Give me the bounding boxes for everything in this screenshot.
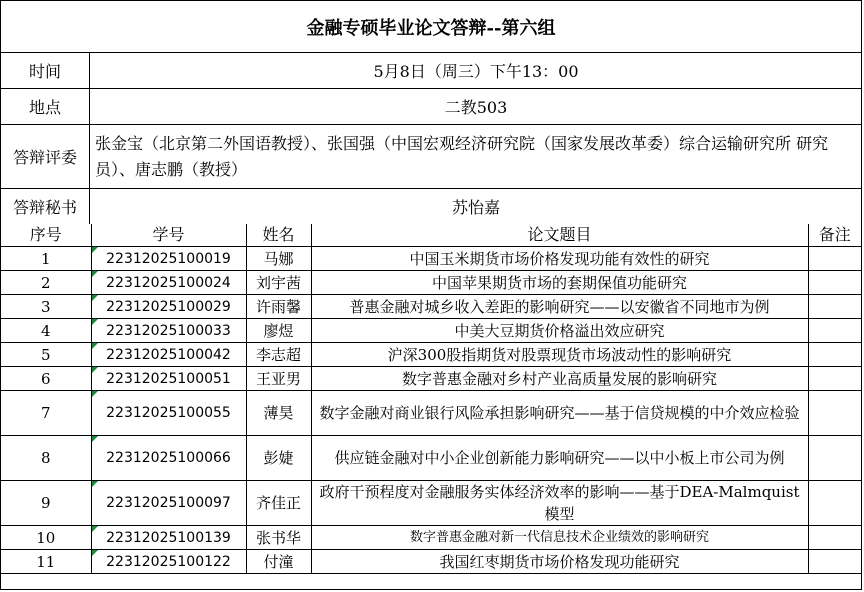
thesis-topic[interactable]: 供应链金融对中小企业创新能力影响研究——以中小板上市公司为例 xyxy=(311,436,808,481)
note[interactable] xyxy=(808,367,861,391)
judges-row xyxy=(1,125,861,189)
note[interactable] xyxy=(808,391,861,436)
note[interactable] xyxy=(808,319,861,343)
student-name[interactable]: 齐佳正 xyxy=(246,481,311,526)
sheet-title: 金融专硕毕业论文答辩--第六组 xyxy=(1,1,861,53)
row-number[interactable]: 8 xyxy=(1,436,91,481)
student-name[interactable]: 许雨馨 xyxy=(246,295,311,319)
table-row xyxy=(1,481,861,526)
row-number[interactable]: 7 xyxy=(1,391,91,436)
students-table xyxy=(1,224,861,574)
place-row xyxy=(1,89,861,125)
note[interactable] xyxy=(808,343,861,367)
student-id[interactable]: 22312025100139 xyxy=(91,526,246,550)
row-number[interactable]: 11 xyxy=(1,550,91,574)
header-topic: 论文题目 xyxy=(311,224,808,247)
table-row xyxy=(1,550,861,574)
student-id[interactable]: 22312025100019 xyxy=(91,247,246,271)
table-row xyxy=(1,436,861,481)
row-number[interactable]: 4 xyxy=(1,319,91,343)
note[interactable] xyxy=(808,295,861,319)
thesis-topic[interactable]: 我国红枣期货市场价格发现功能研究 xyxy=(311,550,808,574)
time-value[interactable]: 5月8日（周三）下午13：00 xyxy=(373,62,579,81)
student-name[interactable]: 彭婕 xyxy=(246,436,311,481)
student-name[interactable]: 薄昊 xyxy=(246,391,311,436)
header-note: 备注 xyxy=(808,224,861,247)
student-name[interactable]: 付潼 xyxy=(246,550,311,574)
table-row xyxy=(1,526,861,550)
student-name[interactable]: 廖煜 xyxy=(246,319,311,343)
student-name[interactable]: 刘宇茜 xyxy=(246,271,311,295)
row-number[interactable]: 1 xyxy=(1,247,91,271)
table-row xyxy=(1,247,861,271)
thesis-topic[interactable]: 中国苹果期货市场的套期保值功能研究 xyxy=(311,271,808,295)
table-row xyxy=(1,367,861,391)
header-student-id: 学号 xyxy=(91,224,246,247)
table-row xyxy=(1,271,861,295)
student-id[interactable]: 22312025100024 xyxy=(91,271,246,295)
note[interactable] xyxy=(808,436,861,481)
student-id[interactable]: 22312025100029 xyxy=(91,295,246,319)
student-id[interactable]: 22312025100055 xyxy=(91,391,246,436)
note[interactable] xyxy=(808,481,861,526)
place-label: 地点 xyxy=(1,89,90,124)
thesis-topic[interactable]: 沪深300股指期货对股票现货市场波动性的影响研究 xyxy=(311,343,808,367)
table-row xyxy=(1,391,861,436)
table-row xyxy=(1,295,861,319)
student-id[interactable]: 22312025100051 xyxy=(91,367,246,391)
student-id[interactable]: 22312025100042 xyxy=(91,343,246,367)
student-id[interactable]: 22312025100097 xyxy=(91,481,246,526)
student-name[interactable]: 张书华 xyxy=(246,526,311,550)
row-number[interactable]: 6 xyxy=(1,367,91,391)
thesis-topic[interactable]: 数字金融对商业银行风险承担影响研究——基于信贷规模的中介效应检验 xyxy=(311,391,808,436)
student-name[interactable]: 李志超 xyxy=(246,343,311,367)
table-row xyxy=(1,343,861,367)
table-row xyxy=(1,319,861,343)
header-no: 序号 xyxy=(1,224,91,247)
row-number[interactable]: 10 xyxy=(1,526,91,550)
student-id[interactable]: 22312025100066 xyxy=(91,436,246,481)
note[interactable] xyxy=(808,526,861,550)
thesis-topic[interactable]: 中美大豆期货价格溢出效应研究 xyxy=(311,319,808,343)
row-number[interactable]: 2 xyxy=(1,271,91,295)
header-name: 姓名 xyxy=(246,224,311,247)
student-name[interactable]: 王亚男 xyxy=(246,367,311,391)
secretary-label: 答辩秘书 xyxy=(1,189,90,224)
thesis-topic[interactable]: 政府干预程度对金融服务实体经济效率的影响——基于DEA-Malmquist模型 xyxy=(311,481,808,526)
student-id[interactable]: 22312025100122 xyxy=(91,550,246,574)
secretary-row xyxy=(1,189,861,224)
thesis-topic[interactable]: 数字普惠金融对新一代信息技术企业绩效的影响研究 xyxy=(311,526,808,550)
row-number[interactable]: 3 xyxy=(1,295,91,319)
thesis-topic[interactable]: 数字普惠金融对乡村产业高质量发展的影响研究 xyxy=(311,367,808,391)
thesis-topic[interactable]: 普惠金融对城乡收入差距的影响研究——以安徽省不同地市为例 xyxy=(311,295,808,319)
note[interactable] xyxy=(808,550,861,574)
judges-value[interactable]: 张金宝（北京第二外国语教授）、张国强（中国宏观经济研究院（国家发展改革委）综合运输研究所 研究员）、唐志鹏（教授） xyxy=(95,133,829,179)
row-number[interactable]: 9 xyxy=(1,481,91,526)
time-label: 时间 xyxy=(1,53,90,88)
thesis-topic[interactable]: 中国玉米期货市场价格发现功能有效性的研究 xyxy=(311,247,808,271)
judges-label: 答辩评委 xyxy=(1,125,90,188)
time-row xyxy=(1,53,861,89)
student-id[interactable]: 22312025100033 xyxy=(91,319,246,343)
note[interactable] xyxy=(808,271,861,295)
note[interactable] xyxy=(808,247,861,271)
student-name[interactable]: 马娜 xyxy=(246,247,311,271)
place-value[interactable]: 二教503 xyxy=(444,98,508,117)
secretary-value[interactable]: 苏怡嘉 xyxy=(451,198,500,217)
row-number[interactable]: 5 xyxy=(1,343,91,367)
